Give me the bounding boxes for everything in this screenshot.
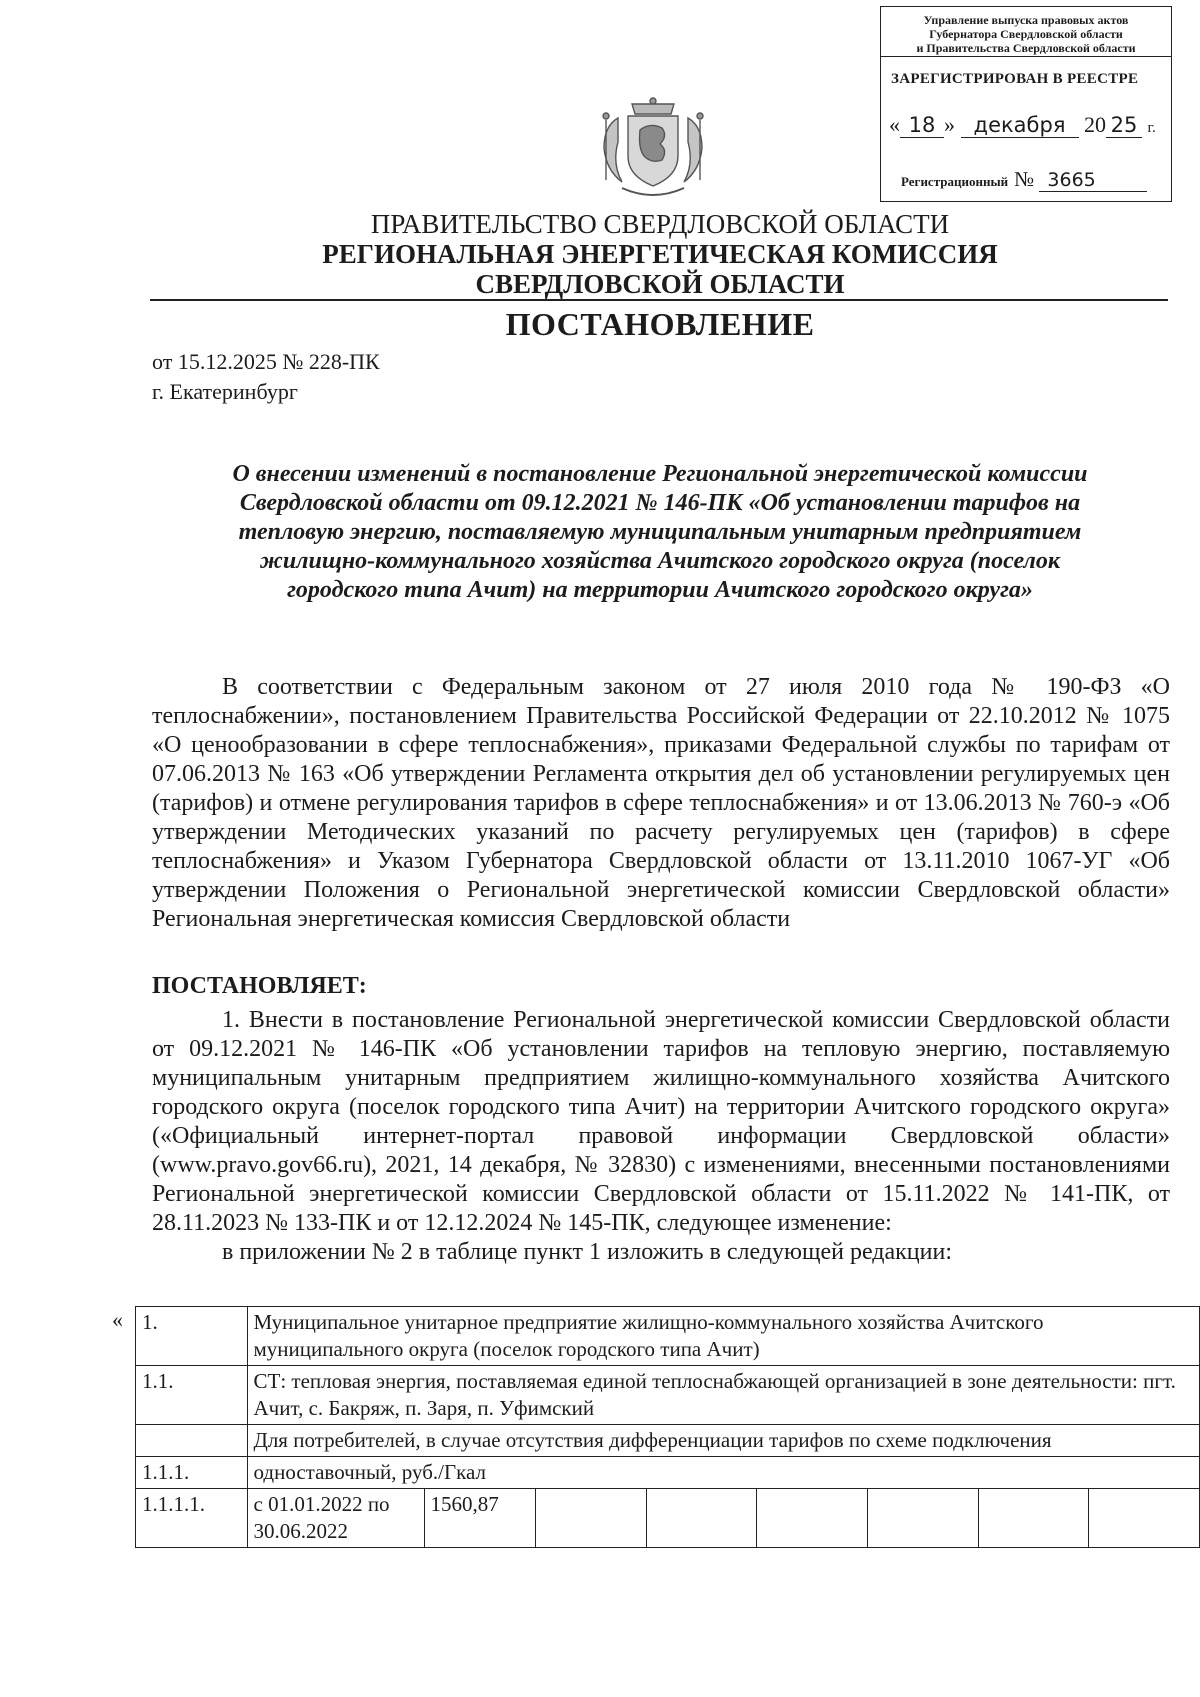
table-row xyxy=(136,1489,1200,1548)
table-row xyxy=(136,1366,1200,1425)
table-row xyxy=(136,1425,1200,1457)
subject-line: жилищно-коммунального хозяйства Ачитского городского округа (поселок xyxy=(259,548,1061,574)
row-text: Для потребителей, в случае отсутствия дифференциации тарифов по схеме подключения xyxy=(247,1425,1200,1457)
item-1-sub: в приложении № 2 в таблице пункт 1 изложить в следующей редакции: xyxy=(222,1239,952,1265)
table-row xyxy=(136,1457,1200,1489)
row-number: 1.1. xyxy=(136,1366,248,1425)
empty-cell xyxy=(868,1489,979,1548)
subject-line: Свердловской области от 09.12.2021 № 146-ПК «Об установлении тарифов на xyxy=(239,490,1081,516)
stamp-year-prefix: 20 xyxy=(1084,112,1106,137)
stamp-number xyxy=(901,167,1147,192)
empty-cell xyxy=(536,1489,647,1548)
preamble xyxy=(152,673,1170,934)
stamp-number-label: Регистрационный xyxy=(901,174,1009,189)
stamp-office-line: Губернатора Свердловской области xyxy=(929,27,1123,41)
subject-line: тепловую энергию, поставляемую муниципальным унитарным предприятием xyxy=(238,519,1082,545)
registry-stamp xyxy=(880,6,1172,202)
tariff-value-cell: 1560,87 xyxy=(424,1489,536,1548)
document-type: ПОСТАНОВЛЕНИЕ xyxy=(505,306,815,342)
stamp-year-suffix: 25 xyxy=(1106,113,1142,138)
document-date-number: от 15.12.2025 № 228-ПК xyxy=(152,349,380,374)
document-city: г. Екатеринбург xyxy=(152,379,298,404)
document-subject xyxy=(150,460,1170,605)
empty-cell xyxy=(757,1489,868,1548)
coat-of-arms-icon xyxy=(588,96,718,200)
row-number xyxy=(136,1425,248,1457)
subject-line: городского типа Ачит) на территории Ачитского городского округа» xyxy=(287,577,1033,603)
decree-word: ПОСТАНОВЛЯЕТ: xyxy=(152,973,367,999)
row-text: Муниципальное унитарное предприятие жилищно-коммунального хозяйства Ачитского муниципального округа (поселок городского типа Ачит) xyxy=(247,1307,1200,1366)
header-rule xyxy=(150,299,1168,301)
item-1 xyxy=(152,1006,1170,1267)
stamp-status: ЗАРЕГИСТРИРОВАН В РЕЕСТРЕ xyxy=(891,71,1139,87)
stamp-office xyxy=(881,7,1171,57)
row-number: 1.1.1. xyxy=(136,1457,248,1489)
stamp-month: декабря xyxy=(961,113,1079,138)
commission-name-line1: РЕГИОНАЛЬНАЯ ЭНЕРГЕТИЧЕСКАЯ КОМИССИЯ xyxy=(322,239,998,269)
period-cell: с 01.01.2022 по 30.06.2022 xyxy=(247,1489,424,1548)
row-number: 1.1.1.1. xyxy=(136,1489,248,1548)
stamp-number-sign: № xyxy=(1014,167,1035,191)
stamp-date: « 18 » декабря 20 25 г. xyxy=(889,112,1156,137)
item-1-text: 1. Внести в постановление Региональной энергетической комиссии Свердловской области от 09.12.2021 № 146-ПК «Об установлении тарифов на тепловую энергию, поставляемую муниципальным унитарным предприятием жилищно-коммунального хозяйства Ачитского городского округа (поселок городского типа Ачит) на территории Ачитского городского округа» («Официальный интернет-портал правовой информации Свердловской области» (www.pravo.gov66.ru), 2021, 14 декабря, № 32830) с изменениями, внесенными постановлениями Региональной энергетической комиссии Свердловской области от 15.11.2022 № 141-ПК, от 28.11.2023 № 133-ПК и от 12.12.2024 № 145-ПК, следующее изменение: xyxy=(152,1007,1170,1236)
table-row xyxy=(136,1307,1200,1366)
empty-cell xyxy=(978,1489,1089,1548)
commission-name-line2: СВЕРДЛОВСКОЙ ОБЛАСТИ xyxy=(475,269,845,299)
table-open-quote: « xyxy=(112,1307,123,1332)
stamp-office-line: и Правительства Свердловской области xyxy=(916,41,1136,55)
stamp-office-line: Управление выпуска правовых актов xyxy=(923,13,1129,27)
stamp-day: 18 xyxy=(900,113,944,138)
subject-line: О внесении изменений в постановление Региональной энергетической комиссии xyxy=(232,461,1088,487)
empty-cell xyxy=(646,1489,757,1548)
stamp-year-unit: г. xyxy=(1147,120,1156,136)
stamp-number-value: 3665 xyxy=(1039,169,1147,192)
tariff-table xyxy=(135,1306,1200,1548)
row-text: одноставочный, руб./Гкал xyxy=(247,1457,1200,1489)
preamble-text: В соответствии с Федеральным законом от 27 июля 2010 года № 190-ФЗ «О теплоснабжении», постановлением Правительства Российской Федерации от 22.10.2012 № 1075 «О ценообразовании в сфере теплоснабжения», приказами Федеральной службы по тарифам от 07.06.2013 № 163 «Об утверждении Регламента открытия дел об установлении регулируемых цен (тарифов) и отмене регулирования тарифов в сфере теплоснабжения» и от 13.06.2013 № 760-э «Об утверждении Методических указаний по расчету регулируемых цен (тарифов) в сфере теплоснабжения» и Указом Губернатора Свердловской области от 13.11.2010 1067-УГ «Об утверждении Положения о Региональной энергетической комиссии Свердловской области» Региональная энергетическая комиссия Свердловской области xyxy=(152,674,1170,932)
row-text: СТ: тепловая энергия, поставляемая единой теплоснабжающей организацией в зоне деятельности: пгт. Ачит, с. Бакряж, п. Заря, п. Уфимский xyxy=(247,1366,1200,1425)
government-name: ПРАВИТЕЛЬСТВО СВЕРДЛОВСКОЙ ОБЛАСТИ xyxy=(370,209,950,239)
row-number: 1. xyxy=(136,1307,248,1366)
empty-cell xyxy=(1089,1489,1200,1548)
